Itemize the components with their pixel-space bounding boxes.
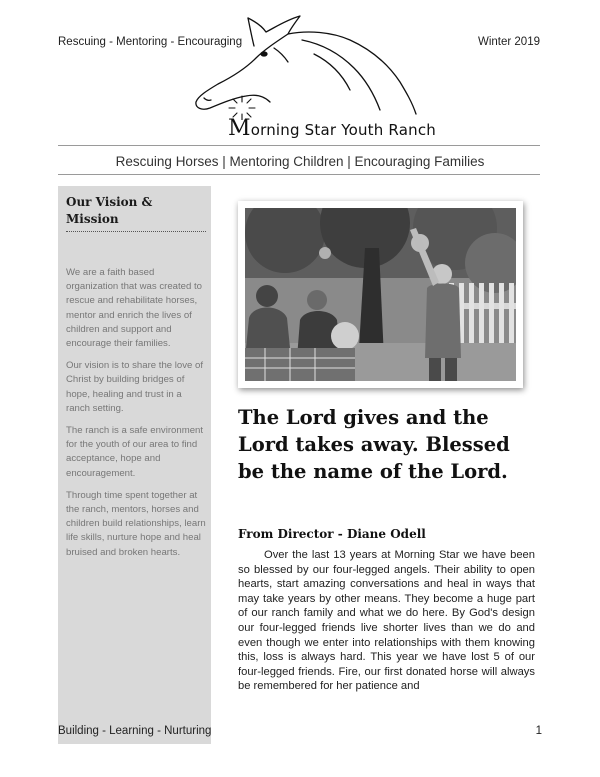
sidebar-title: Our Vision & Mission xyxy=(66,195,153,226)
sidebar-paragraph: Our vision is to share the love of Christ by building bridges of hope, healing and trust in a ranch setting. xyxy=(66,360,204,414)
ranch-name xyxy=(228,116,436,141)
vision-mission-sidebar xyxy=(58,186,211,744)
sidebar-body xyxy=(66,266,208,568)
sidebar-paragraph: The ranch is a safe environment for the youth of our area to find acceptance, hope and encouragement. xyxy=(66,425,204,479)
header-rule-top xyxy=(58,145,540,146)
article-byline: From Director - Diane Odell xyxy=(238,527,426,541)
header-rule-bottom xyxy=(58,174,540,175)
page-number: 1 xyxy=(535,725,542,737)
sidebar-divider xyxy=(66,231,206,232)
article-photo xyxy=(238,201,523,388)
ranch-name-initial: M xyxy=(228,116,251,141)
group-under-tree-photo-icon xyxy=(245,208,516,381)
footer-tagline: Building - Learning - Nurturing xyxy=(58,725,212,737)
sidebar-paragraph: Through time spent together at the ranch, mentors, horses and children build relationships, learn life skills, nurture hope and heal bruised and broken hearts. xyxy=(66,489,206,558)
sidebar-paragraph: We are a faith based organization that was created to rescue and rehabilitate horses, mentor and enrich the lives of children and support and encourage their families. xyxy=(66,267,202,350)
top-tagline: Rescuing - Mentoring - Encouraging xyxy=(58,36,243,48)
header-subtitle: Rescuing Horses | Mentoring Children | Encouraging Families xyxy=(115,154,485,169)
article-headline: The Lord gives and the Lord takes away. Blessed be the name of the Lord. xyxy=(238,406,510,483)
season-label: Winter 2019 xyxy=(477,36,540,48)
ranch-name-rest: orning Star Youth Ranch xyxy=(250,121,436,139)
article-body: Over the last 13 years at Morning Star we have been so blessed by our four-legged angels. Their ability to open hearts, start amazing conversations and heal in ways that may take years by other means. They become a huge part of our ranch family and what we do here. By God's design our four-legged friends live shorter lives than we do and even though we enter into relationships with them knowing this, loss is always hard. This year we have lost 5 of our four-legged friends. Fire, our first donated horse will always be remembered for her patience and xyxy=(238,549,535,693)
